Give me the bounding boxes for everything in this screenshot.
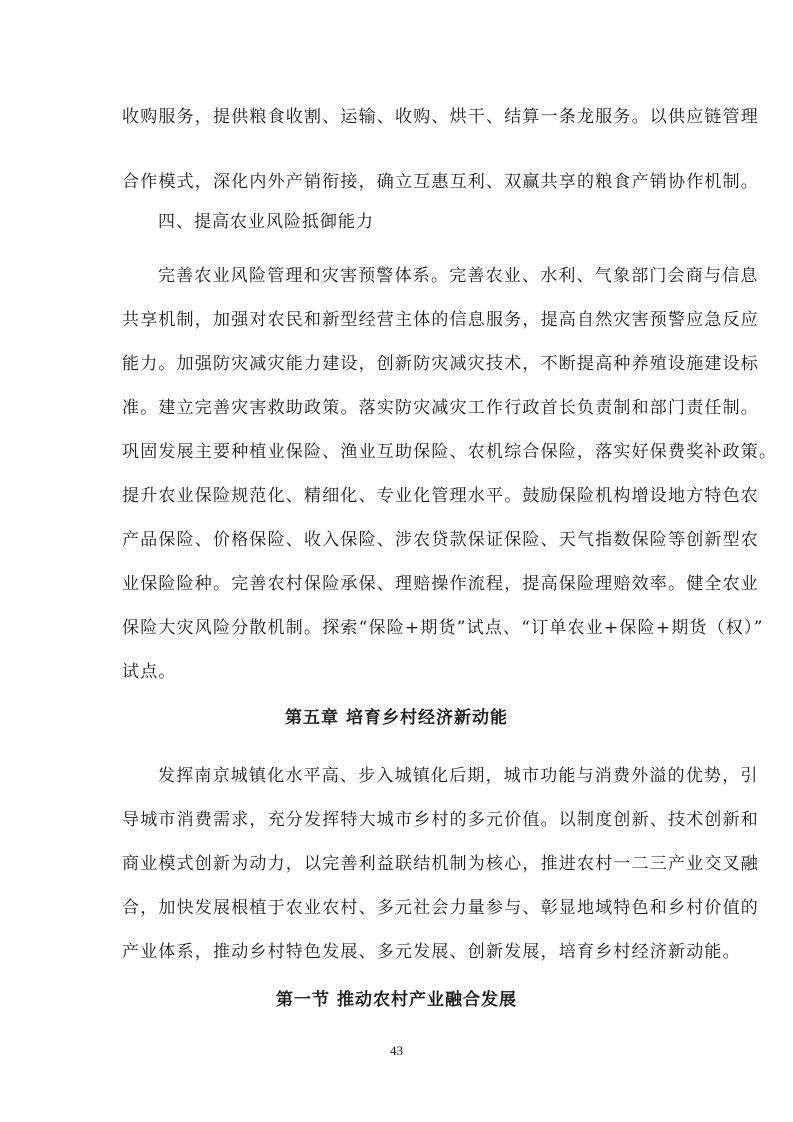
text-line: 发挥南京城镇化水平高、步入城镇化后期，城市功能与消费外溢的优势，引 [158, 766, 759, 786]
text-line: 巩固发展主要种植业保险、渔业互助保险、农机综合保险，落实好保费奖补政策。 [122, 442, 778, 462]
chapter-title: 第五章 培育乡村经济新动能 [285, 708, 508, 728]
text-line: 导城市消费需求，充分发挥特大城市乡村的多元价值。以制度创新、技术创新和 [122, 810, 759, 830]
text-line: 产品保险、价格保险、收入保险、涉农贷款保证保险、天气指数保险等创新型农 [122, 530, 759, 550]
text-line: 保险大灾风险分散机制。探索“保险+期货”试点、“订单农业+保险+期货（权）” [122, 618, 764, 638]
text-line: 收购服务，提供粮食收割、运输、收购、烘干、结算一条龙服务。以供应链管理 [122, 107, 759, 127]
text-line: 合，加快发展根植于农业农村、多元社会力量参与、彰显地域特色和乡村价值的 [122, 898, 759, 918]
text-line: 试点。 [122, 662, 177, 682]
text-line: 共享机制，加强对农民和新型经营主体的信息服务，提高自然灾害预警应急反应 [122, 310, 759, 330]
text-line: 提升农业保险规范化、精细化、专业化管理水平。鼓励保险机构增设地方特色农 [122, 486, 759, 506]
text-line: 完善农业风险管理和灾害预警体系。完善农业、水利、气象部门会商与信息 [158, 266, 759, 286]
text-line: 商业模式创新为动力，以完善利益联结机制为核心，推进农村一二三产业交叉融 [122, 854, 759, 874]
text-line: 准。建立完善灾害救助政策。落实防灾减灾工作行政首长负责制和部门责任制。 [122, 398, 759, 418]
section-title: 第一节 推动农村产业融合发展 [276, 990, 517, 1010]
text-line: 合作模式，深化内外产销衔接，确立互惠互利、双赢共享的粮食产销协作机制。 [122, 172, 759, 192]
text-line: 业保险险种。完善农村保险承保、理赔操作流程，提高保险理赔效率。健全农业 [122, 574, 759, 594]
subheading: 四、提高农业风险抵御能力 [158, 212, 374, 232]
page-number: 43 [390, 1043, 403, 1058]
text-line: 能力。加强防灾减灾能力建设，创新防灾减灾技术，不断提高种养殖设施建设标 [122, 354, 759, 374]
text-line: 产业体系，推动乡村特色发展、多元发展、创新发展，培育乡村经济新动能。 [122, 942, 741, 962]
